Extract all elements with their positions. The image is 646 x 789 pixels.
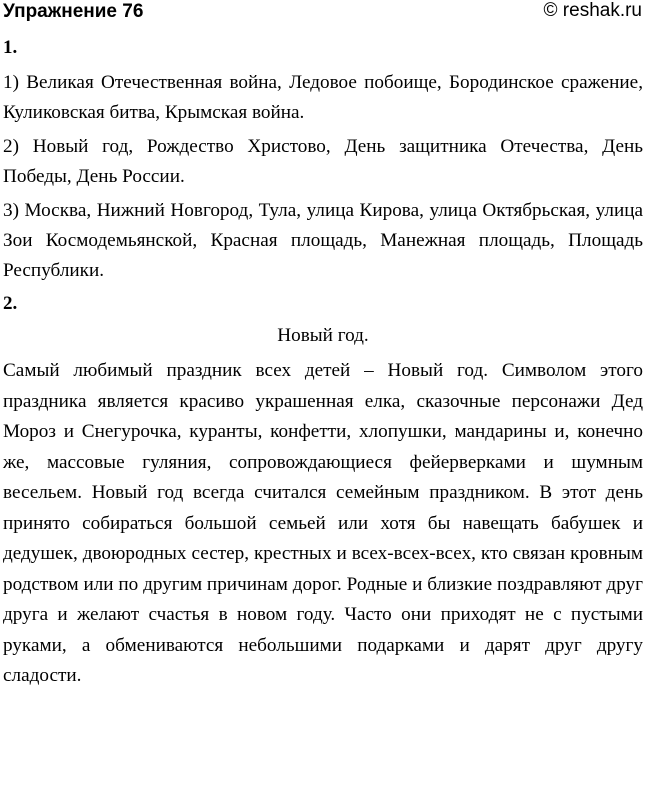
site-watermark: © reshak.ru bbox=[543, 0, 642, 21]
exercise-title: Упражнение 76 bbox=[3, 1, 144, 22]
list-item-3: 3) Москва, Нижний Новгород, Тула, улица Кирова, улица Октябрьская, улица Зои Космодемьянской, Красная площадь, Манежная площадь, Площадь Республики. bbox=[3, 200, 643, 281]
list-item-1: 1) Великая Отечественная война, Ледовое побоище, Бородинское сражение, Куликовская битва, Крымская война. bbox=[3, 72, 643, 123]
document-page bbox=[3, 0, 643, 692]
section-2-number: 2. bbox=[3, 293, 18, 314]
page-header bbox=[3, 0, 643, 34]
story-text: Самый любимый праздник всех детей – Новый год. Символом этого праздника является красиво украшенная елка, сказочные персонажи Дед Мороз и Снегурочка, куранты, конфетти, хлопушки, мандарины и, конечно же, массовые гуляния, сопровождающиеся фейерверками и шумным весельем. Новый год всегда считался семейным праздником. В этот день принято собираться большой семьей или хотя бы навещать бабушек и дедушек, двоюродных сестер, крестных и всех-всех-всех, кто связан кровным родством или по другим причинам дорог. Родные и близкие поздравляют друг друга и желают счастья в новом году. Часто они приходят не с пустыми руками, а обмениваются небольшими подарками и дарят друг другу сладости. bbox=[3, 360, 643, 686]
list-item-2: 2) Новый год, Рождество Христово, День защитника Отечества, День Победы, День России. bbox=[3, 136, 643, 187]
story-title: Новый год. bbox=[277, 325, 369, 346]
section-1-list bbox=[3, 68, 643, 286]
section-1-number: 1. bbox=[3, 37, 18, 58]
